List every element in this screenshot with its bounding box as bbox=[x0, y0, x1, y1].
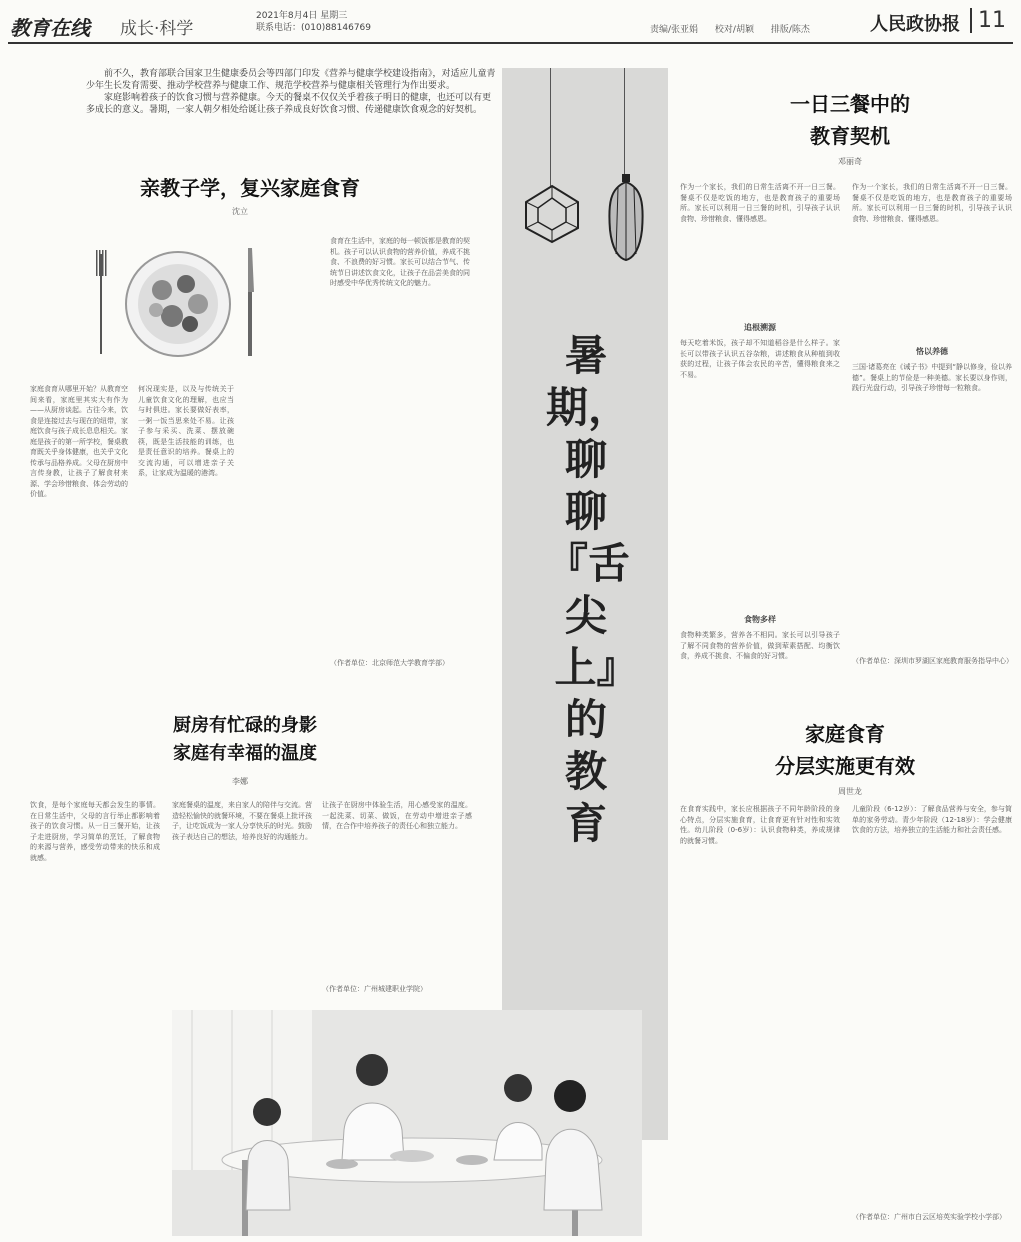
proof-credit: 校对/胡颖 bbox=[714, 25, 754, 35]
section-name: 成长·科学 bbox=[120, 19, 194, 39]
editor-credits bbox=[650, 22, 810, 35]
article3-column: 三国·诸葛亮在《诫子书》中提到“静以修身，俭以养德”。餐桌上的节俭是一种美德。家长要以身作则，践行光盘行动，引导孩子珍惜每一粒粮食。 bbox=[852, 363, 1012, 392]
column-logo: 教育在线 bbox=[10, 16, 90, 40]
article3-subhead: 恪以养德 bbox=[916, 347, 948, 356]
feature-title: 暑期，聊聊『舌尖上』的教育 bbox=[546, 331, 631, 848]
article3-column: 作为一个家长，我们的日常生活离不开一日三餐。餐桌不仅是吃饭的地方，也是教育孩子的重要场所。家长可以利用一日三餐的时机，引导孩子认识食物、珍惜粮食、懂得感恩。 bbox=[852, 183, 1012, 223]
article1-column: 食育在生活中，家庭的每一顿饭都是教育的契机。孩子可以认识食物的营养价值，养成不挑食、不浪费的好习惯。家长可以结合节气、传统节日讲述饮食文化，让孩子在品尝美食的同时感受中华优秀传统文化的魅力。 bbox=[330, 237, 470, 287]
lamp-cord bbox=[624, 68, 625, 178]
intro-paragraph: 前不久，教育部联合国家卫生健康委员会等四部门印发《营养与健康学校建设指南》，对适应儿童青少年生长发育需要、推动学校营养与健康工作、规范学校营养与健康相关管理行为作出要求。 bbox=[86, 69, 496, 91]
article1-title: 亲教子学，复兴家庭食育 bbox=[140, 176, 360, 200]
family-dinner-photo bbox=[172, 1010, 642, 1236]
article2-author-note: （作者单位：广州城建职业学院） bbox=[322, 985, 427, 993]
editor-credit: 责编/张亚娟 bbox=[650, 25, 699, 35]
article4-column: 儿童阶段（6-12岁）：了解食品营养与安全，参与简单的家务劳动。青少年阶段（12-18岁）：学会健康饮食的方法，培养独立的生活能力和社会责任感。 bbox=[852, 805, 1012, 834]
article2-title-line: 厨房有忙碌的身影 bbox=[173, 715, 317, 736]
article3-title bbox=[700, 88, 1000, 152]
article2-title-line: 家庭有幸福的温度 bbox=[173, 743, 317, 764]
knife-icon bbox=[248, 248, 254, 356]
masthead-rule bbox=[8, 42, 1013, 44]
article3-author: 邓丽奇 bbox=[838, 157, 862, 166]
article4-title-line: 分层实施更有效 bbox=[775, 754, 915, 778]
plate-illustration bbox=[90, 234, 260, 364]
article1-column: 何况现实是，以及与传统关于儿童饮食文化的理解，也应当与时俱进。家长要做好表率，一粥一饭当思来处不易。让孩子参与采买、洗菜、摆放碗筷，既是生活技能的训练，也是责任意识的培养。餐桌上的交流沟通，可以增进亲子关系，让家成为温暖的港湾。 bbox=[138, 385, 234, 477]
issue-date: 2021年8月4日 星期三 bbox=[256, 11, 348, 21]
article2-column: 饮食，是每个家庭每天都会发生的事情。在日常生活中，父母的言行举止都影响着孩子的饮食习惯。从一日三餐开始，让孩子走进厨房，学习简单的烹饪，了解食物的来源与营养，感受劳动带来的快乐和成就感。 bbox=[30, 801, 160, 862]
article3-author-note: （作者单位：深圳市罗湖区家庭教育服务指导中心） bbox=[852, 657, 1013, 665]
cage-lamp-icon bbox=[606, 174, 646, 264]
article4-author-note: （作者单位：广州市白云区培英实验学校小学部） bbox=[852, 1213, 1006, 1221]
masthead bbox=[0, 0, 1021, 46]
newspaper-name: 人民政协报 bbox=[870, 14, 960, 35]
fork-icon bbox=[96, 250, 107, 354]
contact-phone: 联系电话：(010)88146769 bbox=[256, 23, 372, 33]
article3-subhead: 追根溯源 bbox=[744, 323, 776, 332]
article2-author: 李娜 bbox=[232, 777, 248, 786]
article3-column: 作为一个家长，我们的日常生活离不开一日三餐。餐桌不仅是吃饭的地方，也是教育孩子的重要场所。家长可以利用一日三餐的时机，引导孩子认识食物、珍惜粮食、懂得感恩。 bbox=[680, 183, 840, 223]
intro-paragraph: 家庭影响着孩子的饮食习惯与营养健康。今天的餐桌不仅仅关乎着孩子明日的健康，也还可以有更多成长的意义。暑期，一家人朝夕相处给诞让孩子养成良好饮食习惯、传递健康饮食观念的好契机。 bbox=[86, 93, 492, 115]
article1-author-note: （作者单位：北京师范大学教育学部） bbox=[330, 659, 449, 667]
article3-column: 每天吃着米饭，孩子却不知道稻谷是什么样子。家长可以带孩子认识五谷杂粮，讲述粮食从种植到收获的过程，让孩子体会农民的辛苦，懂得粮食来之不易。 bbox=[680, 339, 840, 379]
article3-subhead: 食物多样 bbox=[744, 615, 776, 624]
article4-title bbox=[730, 718, 960, 782]
article1-author: 沈立 bbox=[232, 207, 248, 216]
lamp-cord bbox=[550, 68, 551, 188]
layout-credit: 排版/陈杰 bbox=[770, 25, 810, 35]
page-number: 11 bbox=[970, 8, 1006, 33]
article3-title-line: 教育契机 bbox=[810, 124, 890, 148]
article2-column: 让孩子在厨房中体验生活，用心感受家的温度。一起洗菜、切菜、做饭，在劳动中增进亲子感情，在合作中培养孩子的责任心和独立能力。 bbox=[322, 801, 472, 830]
article2-column: 家庭餐桌的温度，来自家人的陪伴与交流。营造轻松愉快的就餐环境，不要在餐桌上批评孩子，让吃饭成为一家人分享快乐的时光。鼓励孩子表达自己的想法，培养良好的沟通能力。 bbox=[172, 801, 312, 841]
article4-title-line: 家庭食育 bbox=[805, 722, 885, 746]
article2-title bbox=[120, 712, 370, 768]
article4-column: 在食育实践中，家长应根据孩子不同年龄阶段的身心特点，分层实施食育，让食育更有针对性和实效性。幼儿阶段（0-6岁）：认识食物种类，养成规律的就餐习惯。 bbox=[680, 805, 840, 845]
article4-author: 周世龙 bbox=[838, 787, 862, 796]
article1-column: 家庭食育从哪里开始？从教育空间来看，家庭里其实大有作为——从厨房谈起。古往今来，饮食是连接过去与现在的纽带，家庭饮食与孩子成长息息相关。家庭是孩子的第一所学校，餐桌教育既关乎身体健康，也关乎文化传承与品格养成。父母在厨房中言传身教，让孩子了解食材来源、学会珍惜粮食、体会劳动的价值。 bbox=[30, 385, 128, 498]
article3-column: 食物种类繁多，营养各不相同。家长可以引导孩子了解不同食物的营养价值，做到荤素搭配、均衡饮食，养成不挑食、不偏食的好习惯。 bbox=[680, 631, 840, 660]
geometric-lamp-icon bbox=[522, 184, 582, 244]
intro-lead bbox=[86, 68, 496, 116]
issue-info bbox=[256, 10, 406, 34]
article3-title-line: 一日三餐中的 bbox=[790, 92, 910, 116]
